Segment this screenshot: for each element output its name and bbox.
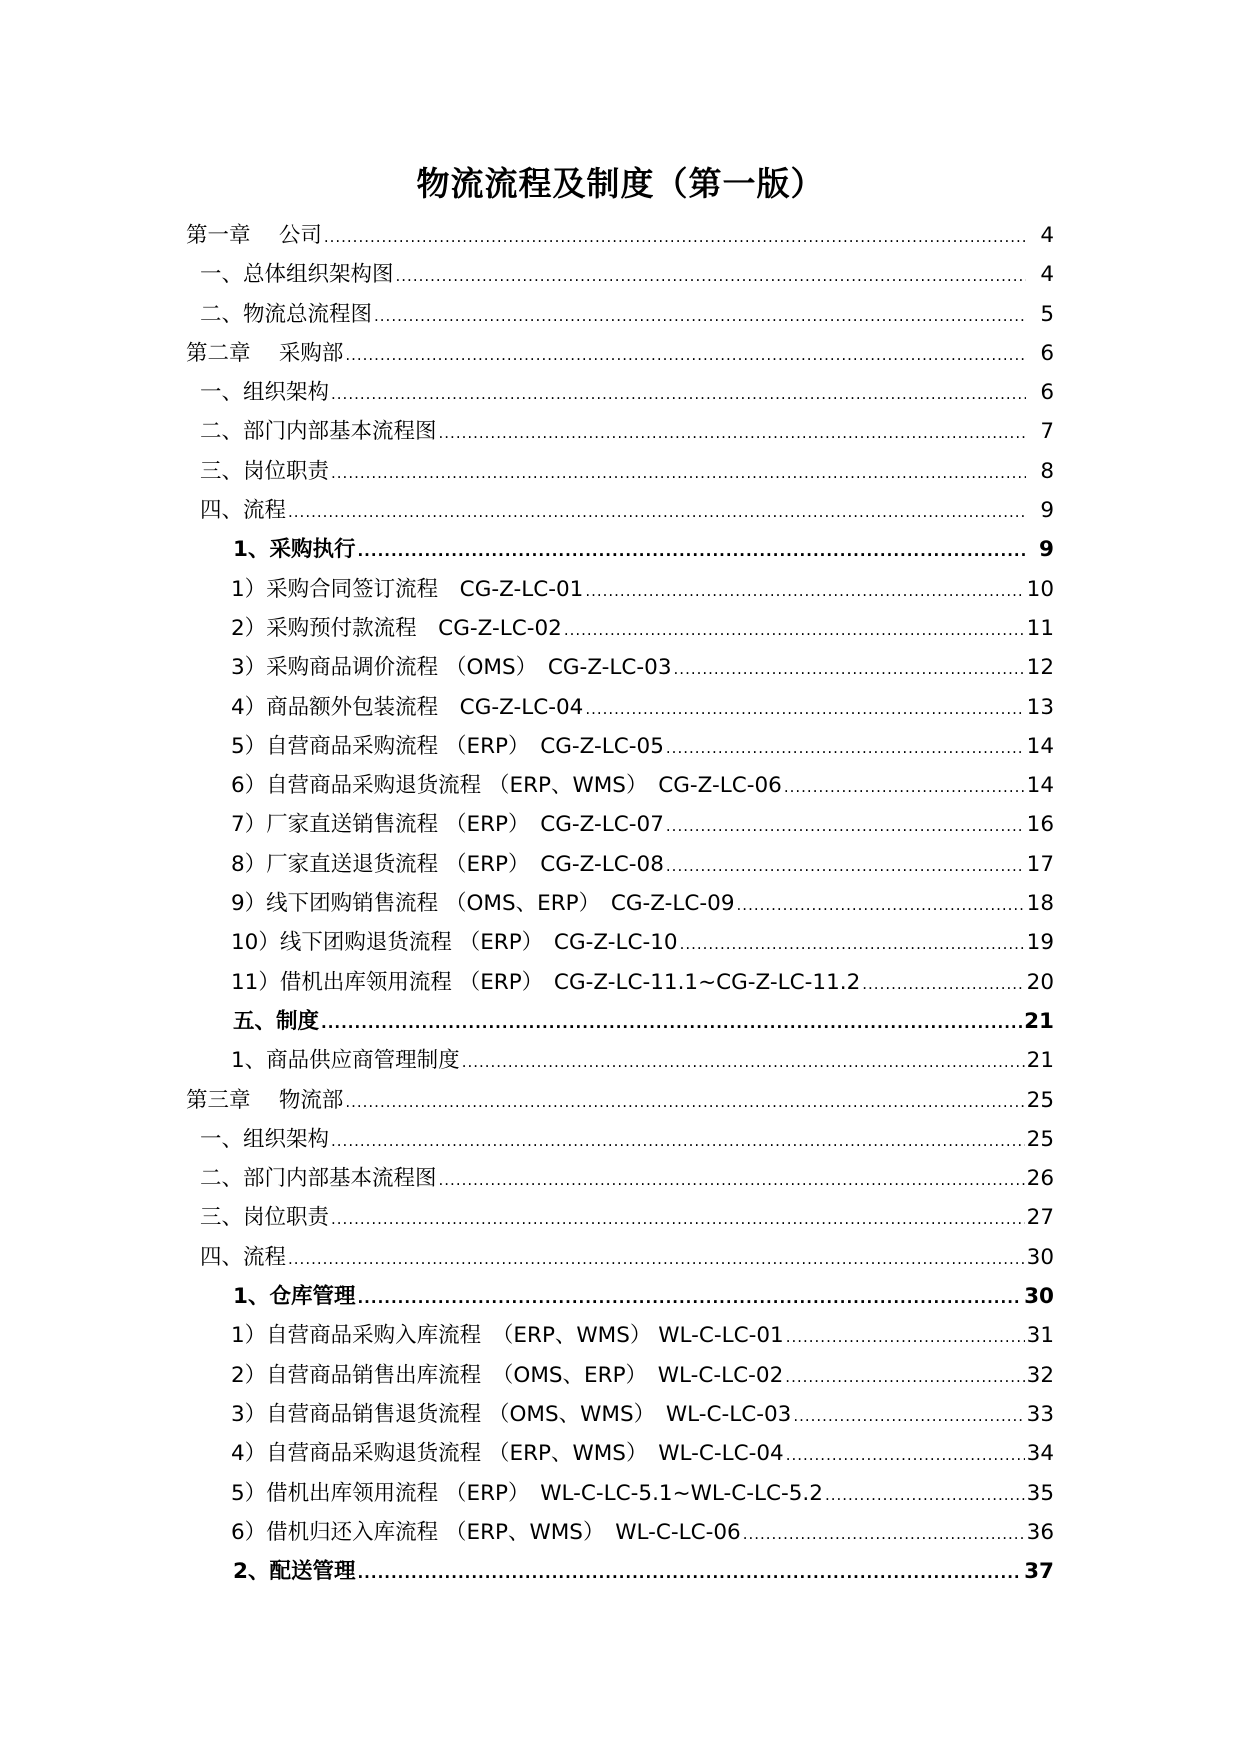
toc-dot-leader [331,454,1026,491]
toc-entry[interactable] [186,570,1054,609]
toc-page-number: 33 [1026,1401,1054,1427]
toc-entry-label: 第二章 采购部 [186,340,344,366]
toc-entry-label: 9）线下团购销售流程 （OMS、ERP） CG-Z-LC-09 [231,891,735,917]
toc-page-number: 32 [1026,1362,1054,1388]
toc-page-number: 20 [1026,969,1054,995]
toc-entry-label: 1、采购执行 [233,537,356,563]
toc-entry[interactable] [186,1277,1054,1316]
toc-entry[interactable] [186,334,1054,373]
toc-entry-label: 三、岗位职责 [200,458,330,484]
toc-entry[interactable] [186,1041,1054,1080]
toc-entry[interactable] [186,648,1054,687]
toc-entry-label: 4）自营商品采购退货流程 （ERP、WMS） WL-C-LC-04 [231,1441,784,1467]
toc-entry-label: 一、总体组织架构图 [200,262,394,288]
toc-entry-label: 四、流程 [200,1244,287,1270]
toc-entry-label: 3）自营商品销售退货流程 （OMS、WMS） WL-C-LC-03 [231,1401,792,1427]
document-title: 物流流程及制度（第一版） [416,164,825,203]
toc-page-number: 5 [1040,301,1054,327]
toc-dot-leader [680,925,1025,962]
toc-dot-leader [321,1004,1022,1041]
toc-entry[interactable] [186,1552,1054,1591]
toc-dot-leader [666,729,1025,766]
toc-dot-leader [666,807,1025,844]
toc-entry[interactable] [186,1356,1054,1395]
toc-dot-leader [439,1161,1025,1198]
toc-entry-label: 第三章 物流部 [186,1087,344,1113]
toc-dot-leader [784,768,1025,805]
toc-page-number: 12 [1026,655,1054,681]
toc-entry-label: 7）厂家直送销售流程 （ERP） CG-Z-LC-07 [231,812,664,838]
toc-entry[interactable] [186,766,1054,805]
toc-entry[interactable] [186,530,1054,569]
toc-dot-leader [862,965,1024,1002]
toc-entry-label: 5）自营商品采购流程 （ERP） CG-Z-LC-05 [231,733,664,759]
toc-entry-label: 2）自营商品销售出库流程 （OMS、ERP） WL-C-LC-02 [231,1362,784,1388]
toc-dot-leader [324,218,1026,255]
toc-entry[interactable] [186,216,1054,255]
toc-dot-leader [674,650,1025,687]
toc-entry[interactable] [186,1474,1054,1513]
toc-page-number: 13 [1026,694,1054,720]
toc-dot-leader [357,532,1026,569]
toc-entry-label: 1）采购合同签订流程 CG-Z-LC-01 [231,576,584,602]
toc-dot-leader [666,847,1025,884]
toc-entry[interactable] [186,1434,1054,1473]
toc-dot-leader [357,1279,1022,1316]
toc-page-number: 25 [1026,1126,1054,1152]
toc-dot-leader [331,1200,1025,1237]
toc-page-number: 14 [1026,773,1054,799]
toc-dot-leader [743,1515,1025,1552]
toc-dot-leader [288,493,1026,530]
toc-dot-leader [345,336,1026,373]
toc-entry-label: 二、部门内部基本流程图 [200,1166,437,1192]
toc-entry-label: 1、商品供应商管理制度 [231,1048,460,1074]
toc-page-number: 25 [1026,1087,1054,1113]
toc-page-number: 16 [1026,812,1054,838]
toc-entry-label: 5）借机出库领用流程 （ERP） WL-C-LC-5.1~WL-C-LC-5.2 [231,1480,823,1506]
toc-page-number: 30 [1024,1284,1054,1310]
toc-dot-leader [374,297,1026,334]
toc-entry-label: 2）采购预付款流程 CG-Z-LC-02 [231,615,562,641]
toc-page-number: 14 [1026,733,1054,759]
toc-dot-leader [786,1436,1025,1473]
toc-page-number: 26 [1026,1166,1054,1192]
toc-entry-label: 2、配送管理 [233,1559,356,1585]
toc-entry-label: 第一章 公司 [186,223,322,248]
toc-entry[interactable] [186,255,1054,294]
toc-page-number: 6 [1040,380,1054,406]
toc-page-number: 31 [1026,1323,1054,1349]
toc-entry[interactable] [186,412,1054,451]
toc-entry-label: 1）自营商品采购入库流程 （ERP、WMS） WL-C-LC-01 [231,1323,784,1349]
toc-dot-leader [396,257,1026,294]
toc-entry-label: 一、组织架构 [200,380,330,406]
toc-entry[interactable] [186,884,1054,923]
toc-dot-leader [825,1476,1025,1513]
toc-page-number: 6 [1040,340,1054,366]
toc-entry[interactable] [186,1081,1054,1120]
toc-page-number: 8 [1040,458,1054,484]
toc-dot-leader [288,1240,1025,1277]
toc-entry[interactable] [186,1238,1054,1277]
toc-page-number: 21 [1024,1008,1054,1034]
toc-entry[interactable] [186,295,1054,334]
toc-dot-leader [585,572,1024,609]
toc-entry-label: 10）线下团购退货流程 （ERP） CG-Z-LC-10 [231,930,678,956]
toc-entry[interactable] [186,1513,1054,1552]
toc-page-number: 27 [1026,1205,1054,1231]
toc-entry-label: 四、流程 [200,498,287,524]
toc-page-number: 21 [1026,1048,1054,1074]
toc-page-number: 37 [1024,1559,1054,1585]
toc-entry-label: 五、制度 [233,1008,320,1034]
toc-dot-leader [585,690,1024,727]
toc-page-number: 30 [1026,1244,1054,1270]
toc-entry[interactable] [186,1120,1054,1159]
toc-entry-label: 11）借机出库领用流程 （ERP） CG-Z-LC-11.1~CG-Z-LC-11.2 [231,969,861,995]
toc-entry[interactable] [186,963,1054,1002]
toc-dot-leader [785,1358,1024,1395]
toc-entry[interactable] [186,1316,1054,1355]
toc-page-number: 4 [1040,223,1054,248]
toc-entry[interactable] [186,452,1054,491]
toc-page-number: 18 [1026,891,1054,917]
toc-page-number: 35 [1026,1480,1054,1506]
table-of-contents [186,216,1054,1591]
toc-page-number: 7 [1040,419,1054,445]
toc-entry[interactable] [186,1395,1054,1434]
toc-entry-label: 二、物流总流程图 [200,301,373,327]
toc-entry-label: 二、部门内部基本流程图 [200,419,437,445]
toc-entry[interactable] [186,373,1054,412]
toc-entry[interactable] [186,845,1054,884]
toc-entry-label: 8）厂家直送退货流程 （ERP） CG-Z-LC-08 [231,851,664,877]
toc-page-number: 34 [1026,1441,1054,1467]
toc-page-number: 19 [1026,930,1054,956]
toc-page-number: 17 [1026,851,1054,877]
toc-entry[interactable] [186,1002,1054,1041]
toc-page-number: 4 [1040,262,1054,288]
toc-dot-leader [786,1318,1025,1355]
toc-entry[interactable] [186,923,1054,962]
toc-dot-leader [331,375,1026,412]
toc-page-number: 10 [1026,576,1054,602]
toc-page-number: 11 [1026,615,1054,641]
toc-entry-label: 三、岗位职责 [200,1205,330,1231]
toc-page-number: 9 [1040,498,1054,524]
toc-entry[interactable] [186,727,1054,766]
toc-dot-leader [564,611,1025,648]
toc-entry-label: 一、组织架构 [200,1126,330,1152]
toc-entry[interactable] [186,491,1054,530]
toc-entry[interactable] [186,1159,1054,1198]
toc-entry-label: 1、仓库管理 [233,1284,356,1310]
toc-entry[interactable] [186,805,1054,844]
toc-dot-leader [357,1554,1022,1591]
toc-dot-leader [331,1122,1025,1159]
toc-entry[interactable] [186,1198,1054,1237]
toc-entry[interactable] [186,609,1054,648]
toc-entry-label: 3）采购商品调价流程 （OMS） CG-Z-LC-03 [231,655,672,681]
toc-entry-label: 6）借机归还入库流程 （ERP、WMS） WL-C-LC-06 [231,1519,741,1545]
toc-entry-label: 4）商品额外包装流程 CG-Z-LC-04 [231,694,584,720]
toc-entry-label: 6）自营商品采购退货流程 （ERP、WMS） CG-Z-LC-06 [231,773,782,799]
toc-dot-leader [462,1043,1025,1080]
toc-dot-leader [345,1083,1024,1120]
toc-page-number: 9 [1039,537,1054,563]
toc-page-number: 36 [1026,1519,1054,1545]
toc-dot-leader [439,414,1026,451]
toc-dot-leader [737,886,1025,923]
toc-dot-leader [793,1397,1024,1434]
toc-entry[interactable] [186,688,1054,727]
